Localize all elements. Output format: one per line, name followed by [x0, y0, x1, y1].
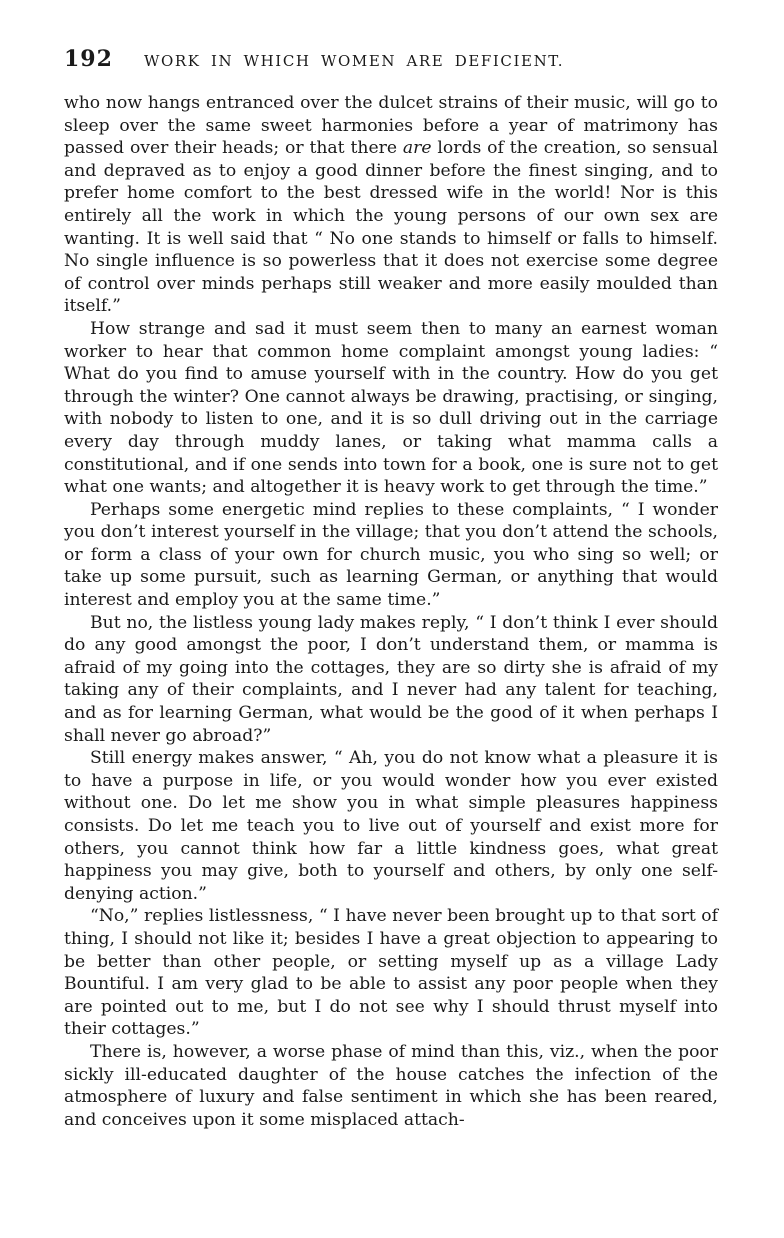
page-header — [64, 46, 718, 78]
paragraph-2: How strange and sad it must seem then to many an earnest woman worker to hear that common home complaint amongst young ladies: “ What do you find to amuse yourself with in the country. How do you get through the winter? One cannot always be drawing, practising, or singing, with nobody to listen to one, and it is so dull driving out in the carriage every day through muddy lanes, or taking what mamma calls a constitutional, and if one sends into town for a book, one is sure not to get what one wants; and altogether it is heavy work to get through the time.” — [64, 318, 718, 498]
paragraph-3: Perhaps some energetic mind replies to these complaints, “ I wonder you don’t interest yourself in the village; that you don’t attend the schools, or form a class of your own for church music, you who sing so well; or take up some pursuit, such as learning German, or anything that would interest and employ you at the same time.” — [64, 499, 718, 611]
paragraph-1-text-b: lords of the creation, so sensual and depraved as to enjoy a good dinner before the finest singing, and to prefer home comfort to the best dressed wife in the world! Nor is this entirely all the work in which the young persons of our own sex are wanting. It is well said that “ No one stands to himself or falls to himself. No single influence is so powerless that it does not exercise some degree of control over minds perhaps still weaker and more easily moulded than itself.” — [64, 138, 718, 317]
paragraph-7: There is, however, a worse phase of mind than this, viz., when the poor sickly ill-educated daughter of the house catches the infection of the atmosphere of luxury and false sentiment in which she has been reared, and conceives upon it some misplaced attach- — [64, 1041, 718, 1130]
paragraph-1-text-a: who now hangs entranced over the dulcet strains of their music, will go to sleep over the same sweet harmonies before a year of matrimony has passed over their heads; or that there — [64, 93, 718, 159]
running-head: WORK IN WHICH WOMEN ARE DEFICIENT. — [144, 52, 565, 70]
paragraph-6: “No,” replies listlessness, “ I have never been brought up to that sort of thing, I should not like it; besides I have a great objection to appearing to be better than other people, or setting myself up as a village Lady Bountiful. I am very glad to be able to assist any poor people when they are pointed out to me, but I do not see why I should thrust myself into their cottages.” — [64, 906, 718, 1040]
paragraph-1 — [64, 92, 718, 318]
book-page — [64, 46, 718, 1131]
body-text — [64, 92, 718, 1131]
paragraph-5: Still energy makes answer, “ Ah, you do not know what a pleasure it is to have a purpose in life, or you would wonder how you ever existed without one. Do let me show you in what simple pleasures happiness consists. Do let me teach you to live out of yourself and exist more for others, you cannot think how far a little kindness goes, what great happiness you may give, both to yourself and others, by only one self-denying action.” — [64, 748, 718, 904]
paragraph-1-emphasis: are — [402, 138, 432, 159]
paragraph-4: But no, the listless young lady makes reply, “ I don’t think I ever should do any good amongst the poor, I don’t understand them, or mamma is afraid of my going into the cottages, they are so dirty she is afraid of my taking any of their complaints, and I never had any talent for teaching, and as for learning German, what would be the good of it when perhaps I shall never go abroad?” — [64, 612, 718, 746]
page-number: 192 — [64, 46, 113, 72]
